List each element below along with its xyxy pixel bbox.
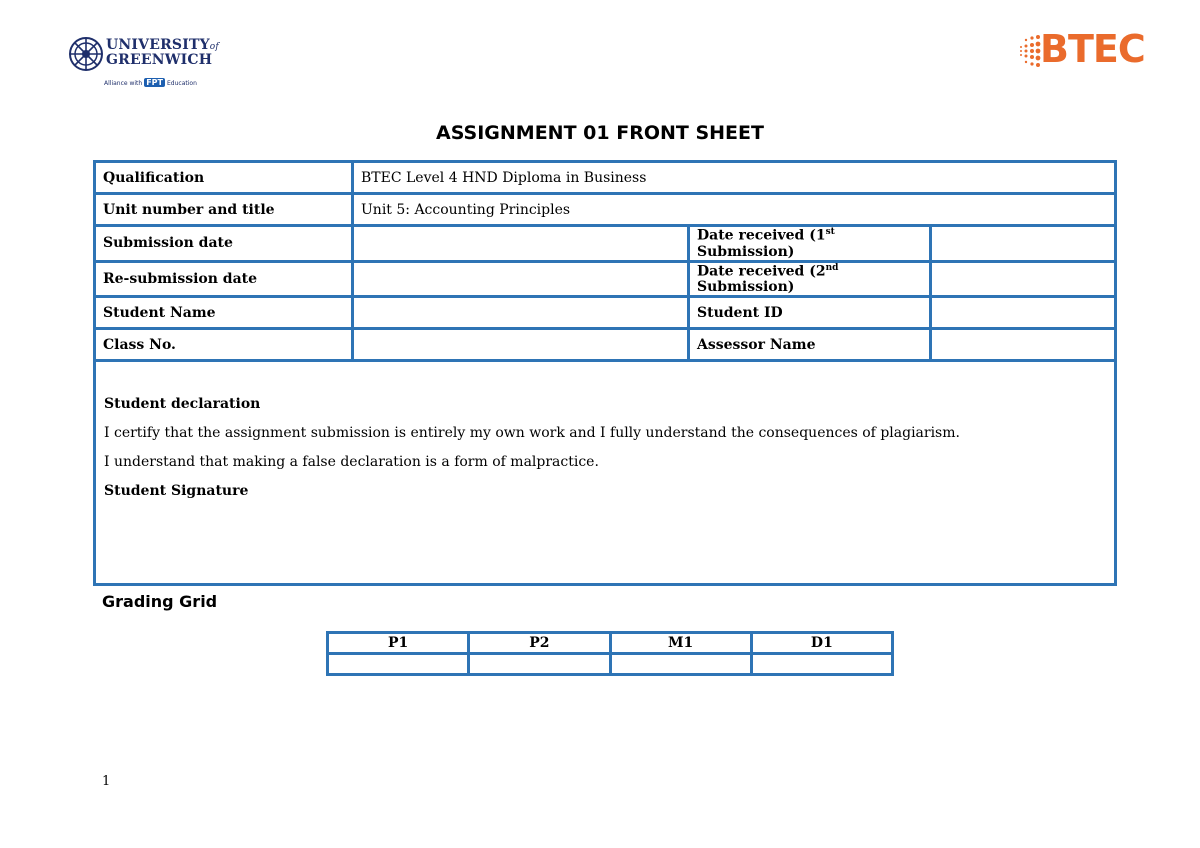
submission-date-row (95, 226, 1116, 262)
unit-value: Unit 5: Accounting Principles (353, 194, 1116, 226)
page-number: 1 (102, 774, 111, 789)
grading-value-row (328, 654, 893, 675)
assessor-name-label: Assessor Name (689, 329, 931, 361)
date-received-2-label: Date received (2nd Submission) (689, 261, 931, 297)
grade-header-m1: M1 (610, 633, 751, 654)
student-id-label: Student ID (689, 297, 931, 329)
page-title: ASSIGNMENT 01 FRONT SHEET (436, 122, 764, 144)
grade-cell-d1[interactable] (751, 654, 892, 675)
class-no-field[interactable] (353, 329, 689, 361)
resubmission-date-row (95, 261, 1116, 297)
grade-cell-p2[interactable] (469, 654, 610, 675)
class-no-row (95, 329, 1116, 361)
signature-label: Student Signature (104, 483, 249, 500)
date-received-2-field[interactable] (931, 261, 1116, 297)
btec-wordmark: BTEC (1040, 27, 1145, 71)
declaration-text-line2: I understand that making a false declaration is a form of malpractice. (104, 454, 599, 471)
assessor-name-field[interactable] (931, 329, 1116, 361)
university-name-line1: UNIVERSITYof (106, 37, 219, 53)
qualification-value: BTEC Level 4 HND Diploma in Business (353, 162, 1116, 194)
declaration-row (95, 361, 1116, 585)
qualification-row (95, 162, 1116, 194)
grading-grid-title: Grading Grid (102, 592, 218, 611)
university-of-greenwich-logo (68, 36, 228, 92)
date-received-1-field[interactable] (931, 226, 1116, 262)
declaration-heading: Student declaration (104, 396, 261, 413)
qualification-label: Qualification (95, 162, 353, 194)
submission-date-label: Submission date (95, 226, 353, 262)
student-name-row (95, 297, 1116, 329)
front-sheet-table (93, 160, 1117, 586)
resubmission-date-field[interactable] (353, 261, 689, 297)
declaration-cell (95, 361, 1116, 585)
university-name-line2: GREENWICH (106, 52, 213, 68)
class-no-label: Class No. (95, 329, 353, 361)
unit-row (95, 194, 1116, 226)
grading-header-row (328, 633, 893, 654)
submission-date-field[interactable] (353, 226, 689, 262)
grade-header-p2: P2 (469, 633, 610, 654)
university-seal-icon (68, 36, 104, 72)
student-name-field[interactable] (353, 297, 689, 329)
grading-grid-table (326, 631, 894, 676)
grade-header-p1: P1 (328, 633, 469, 654)
resubmission-date-label: Re-submission date (95, 261, 353, 297)
student-name-label: Student Name (95, 297, 353, 329)
fpt-logo: FPT (146, 78, 164, 87)
grade-cell-p1[interactable] (328, 654, 469, 675)
grade-header-d1: D1 (751, 633, 892, 654)
btec-dots-icon (1018, 34, 1042, 68)
btec-logo (1018, 27, 1150, 76)
grade-cell-m1[interactable] (610, 654, 751, 675)
declaration-text-line1: I certify that the assignment submission is entirely my own work and I fully understand the consequences of plagiarism. (104, 425, 960, 442)
unit-label: Unit number and title (95, 194, 353, 226)
student-id-field[interactable] (931, 297, 1116, 329)
date-received-1-label: Date received (1st Submission) (689, 226, 931, 262)
alliance-line: Alliance with FPT Education (104, 78, 197, 87)
